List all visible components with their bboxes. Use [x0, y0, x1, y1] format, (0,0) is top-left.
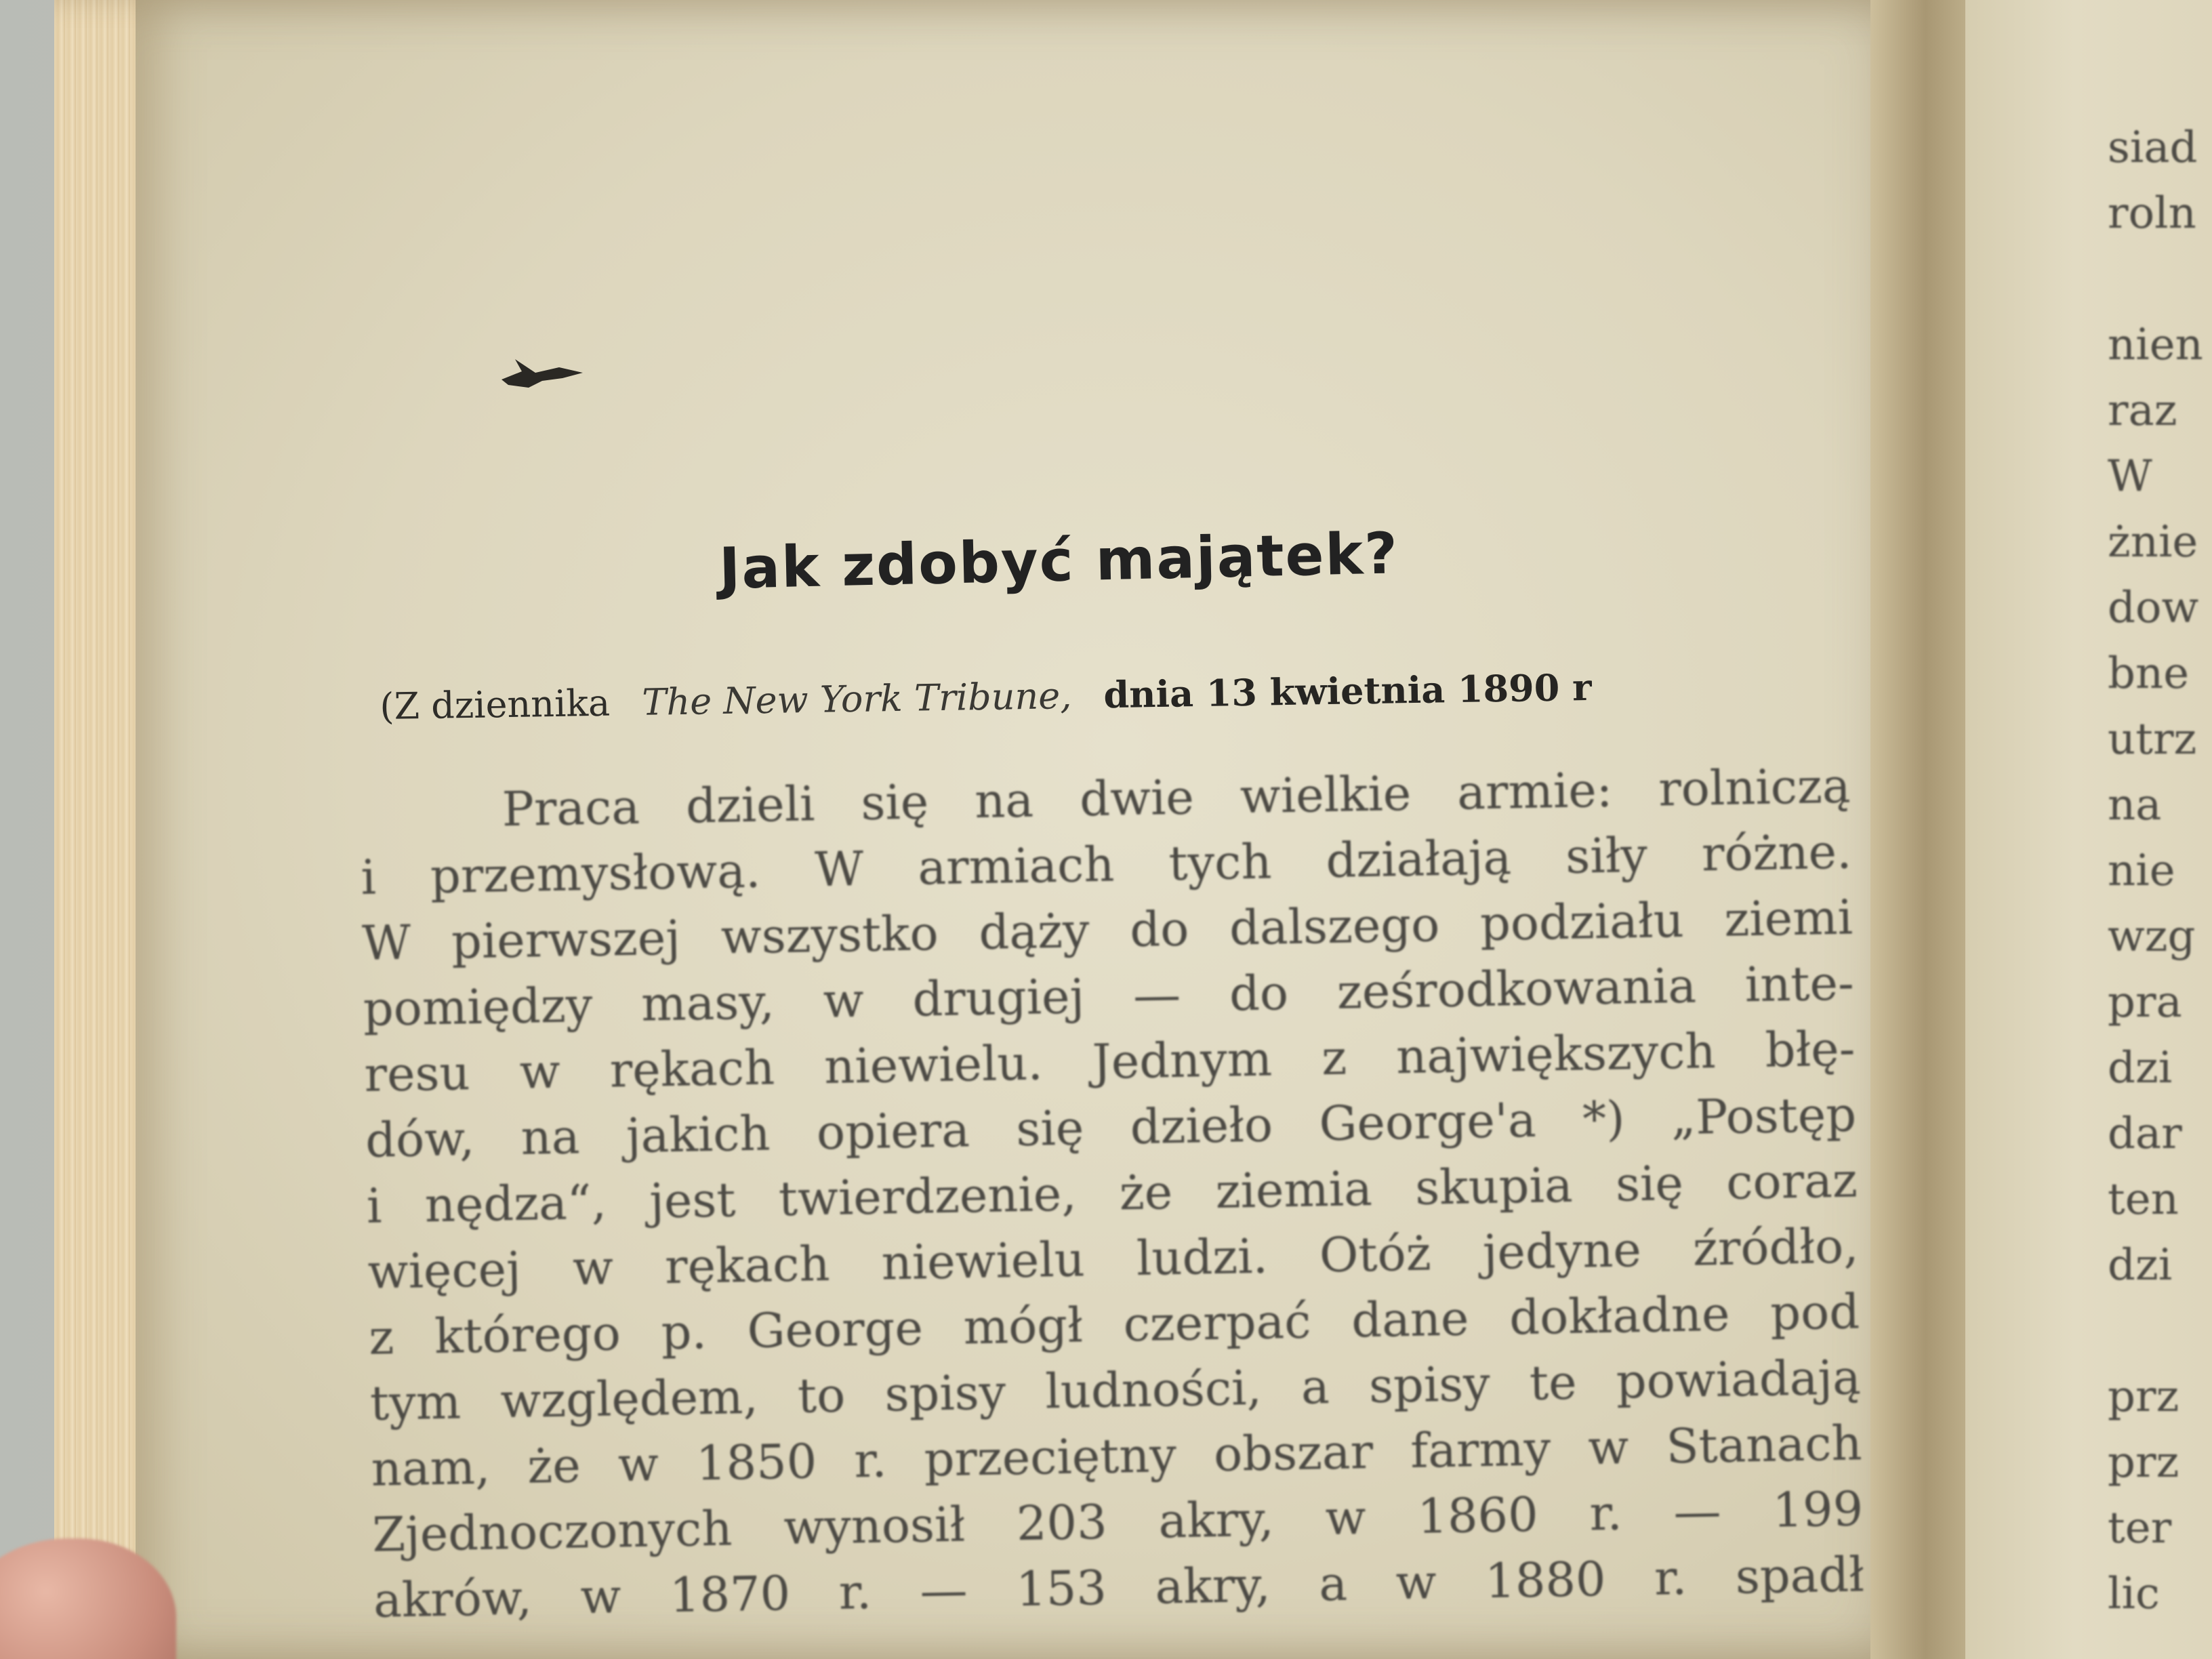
facing-line: utrz	[2108, 714, 2197, 764]
facing-line: wzg	[2108, 912, 2196, 962]
body-line: i przemysłową. W armiach tych działają siły różne.	[360, 823, 1852, 905]
facing-line: dow	[2108, 583, 2199, 633]
facing-line: prz	[2108, 1372, 2179, 1422]
facing-page-text	[2108, 115, 2212, 1627]
body-line: nam, że w 1850 r. przeciętny obszar farmy w Stanach	[371, 1415, 1863, 1497]
source-newspaper: The New York Tribune,	[641, 674, 1072, 724]
article-title: Jak zdobyć majątek?	[718, 520, 1400, 602]
facing-gap	[2108, 247, 2212, 312]
body-line: dów, na jakich opiera się dzieło George'a *) „Postęp	[365, 1086, 1857, 1168]
facing-line: dar	[2108, 1109, 2182, 1159]
body-line: W pierwszej wszystko dąży do dalszego podziału ziemi	[361, 889, 1853, 971]
article-body	[359, 754, 1865, 1634]
body-line: pomiędzy masy, w drugiej — do ześrodkowania inte-	[363, 955, 1855, 1037]
facing-gap	[2108, 1298, 2212, 1364]
facing-line: raz	[2108, 386, 2177, 436]
facing-line: prz	[2108, 1437, 2179, 1488]
facing-line: ter	[2108, 1503, 2172, 1553]
facing-line: dzi	[2108, 1043, 2173, 1093]
facing-line: siad	[2108, 123, 2198, 173]
body-line: Praca dzieli się na dwie wielkie armie: rolniczą	[501, 758, 1851, 838]
source-prefix: (Z dziennika	[380, 681, 611, 728]
ink-blot-mark	[495, 339, 590, 393]
body-line: więcej w rękach niewielu ludzi. Otóż jedyne źródło,	[367, 1218, 1860, 1300]
facing-line: dzi	[2108, 1240, 2173, 1290]
facing-line: nie	[2108, 846, 2175, 896]
facing-line: żnie	[2108, 517, 2198, 567]
body-line: i nędza“, jest twierdzenie, że ziemia skupia się coraz	[366, 1152, 1858, 1234]
facing-line: lic	[2108, 1569, 2160, 1619]
body-line: Zjednoczonych wynosił 203 akry, w 1860 r. — 199	[371, 1481, 1864, 1563]
source-date: dnia 13 kwietnia 1890 r	[1103, 665, 1593, 717]
facing-line: W	[2108, 451, 2152, 501]
facing-line: nien	[2108, 320, 2203, 370]
facing-line: na	[2108, 780, 2162, 830]
facing-line: pra	[2108, 977, 2182, 1027]
body-line: tym względem, to spisy ludności, a spisy te powiadają	[369, 1349, 1862, 1431]
facing-line: ten	[2108, 1174, 2179, 1225]
body-line: resu w rękach niewielu. Jednym z największych błę-	[363, 1021, 1856, 1103]
facing-line: bne	[2108, 649, 2190, 699]
body-line: akrów, w 1870 r. — 153 akry, a w 1880 r. spadł	[373, 1547, 1865, 1629]
facing-line: roln	[2108, 188, 2196, 239]
body-line: z którego p. George mógł czerpać dane dokładne pod	[368, 1284, 1860, 1366]
